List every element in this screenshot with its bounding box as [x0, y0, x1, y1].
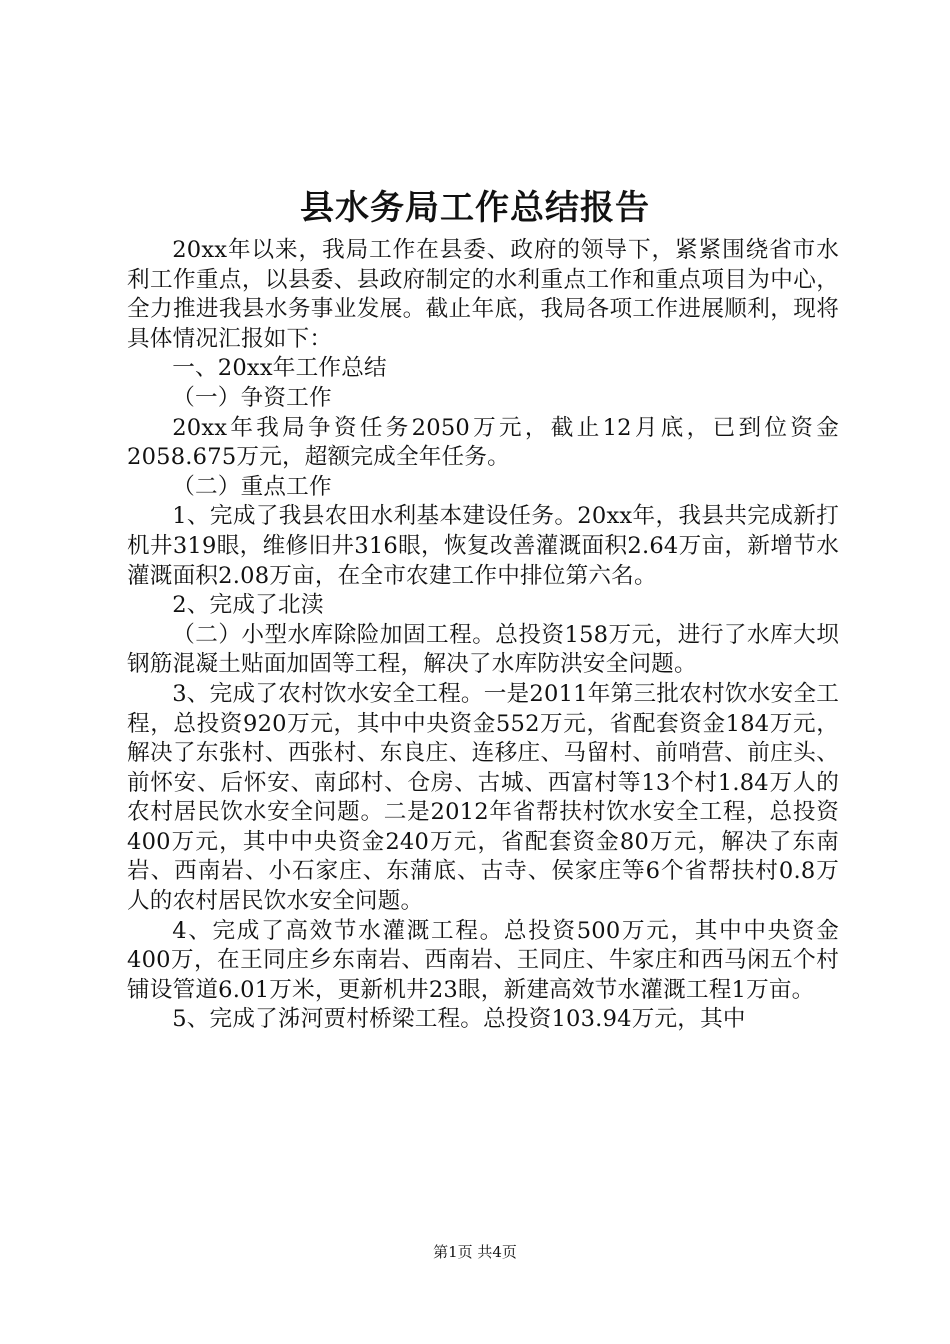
document-title: 县水务局工作总结报告: [300, 188, 650, 228]
page-footer: 第1页 共4页: [433, 1243, 517, 1261]
paragraph-item-2: 2、完成了北渎: [172, 592, 324, 619]
heading-subsection-key-work: （二）重点工作: [172, 473, 332, 500]
paragraph-funding: 20xx年我局争资任务2050万元，截止12月底，已到位资金2058.675万元，超额完成全年任务。: [127, 414, 839, 471]
document-body: [127, 236, 839, 1035]
paragraph-item-1: 1、完成了我县农田水利基本建设任务。20xx年，我县共完成新打机井319眼，维修旧井316眼，恢复改善灌溉面积2.64万亩，新增节水灌溉面积2.08万亩，在全市农建工作中排位第六名。: [127, 503, 839, 589]
paragraph-item-5: 5、完成了泲河贾村桥梁工程。总投资103.94万元，其中: [172, 1006, 746, 1033]
paragraph-item-3: 3、完成了农村饮水安全工程。一是2011年第三批农村饮水安全工程，总投资920万元，其中中央资金552万元，省配套资金184万元，解决了东张村、西张村、东良庄、连移庄、马留村、前哨营、前庄头、前怀安、后怀安、南邱村、仓房、古城、西富村等13个村1.84万人的农村居民饮水安全问题。二是2012年省帮扶村饮水安全工程，总投资400万元，其中中央资金240万元，省配套资金80万元，解决了东南岩、西南岩、小石家庄、东蒲底、古寺、侯家庄等6个省帮扶村0.8万人的农村居民饮水安全问题。: [127, 680, 839, 915]
paragraph-item-4: 4、完成了高效节水灌溉工程。总投资500万元，其中中央资金400万，在王同庄乡东南岩、西南岩、王同庄、牛家庄和西马闲五个村铺设管道6.01万米，更新机井23眼，新建高效节水灌溉工程1万亩。: [127, 917, 839, 1003]
heading-section-1: 一、20xx年工作总结: [172, 355, 387, 382]
paragraph-reservoir: （二）小型水库除险加固工程。总投资158万元，进行了水库大坝钢筋混凝土贴面加固等工程，解决了水库防洪安全问题。: [127, 621, 839, 678]
heading-subsection-funding: （一）争资工作: [172, 384, 332, 411]
paragraph-intro: 20xx年以来，我局工作在县委、政府的领导下，紧紧围绕省市水利工作重点，以县委、县政府制定的水利重点工作和重点项目为中心，全力推进我县水务事业发展。截止年底，我局各项工作进展顺利，现将具体情况汇报如下：: [127, 237, 839, 352]
